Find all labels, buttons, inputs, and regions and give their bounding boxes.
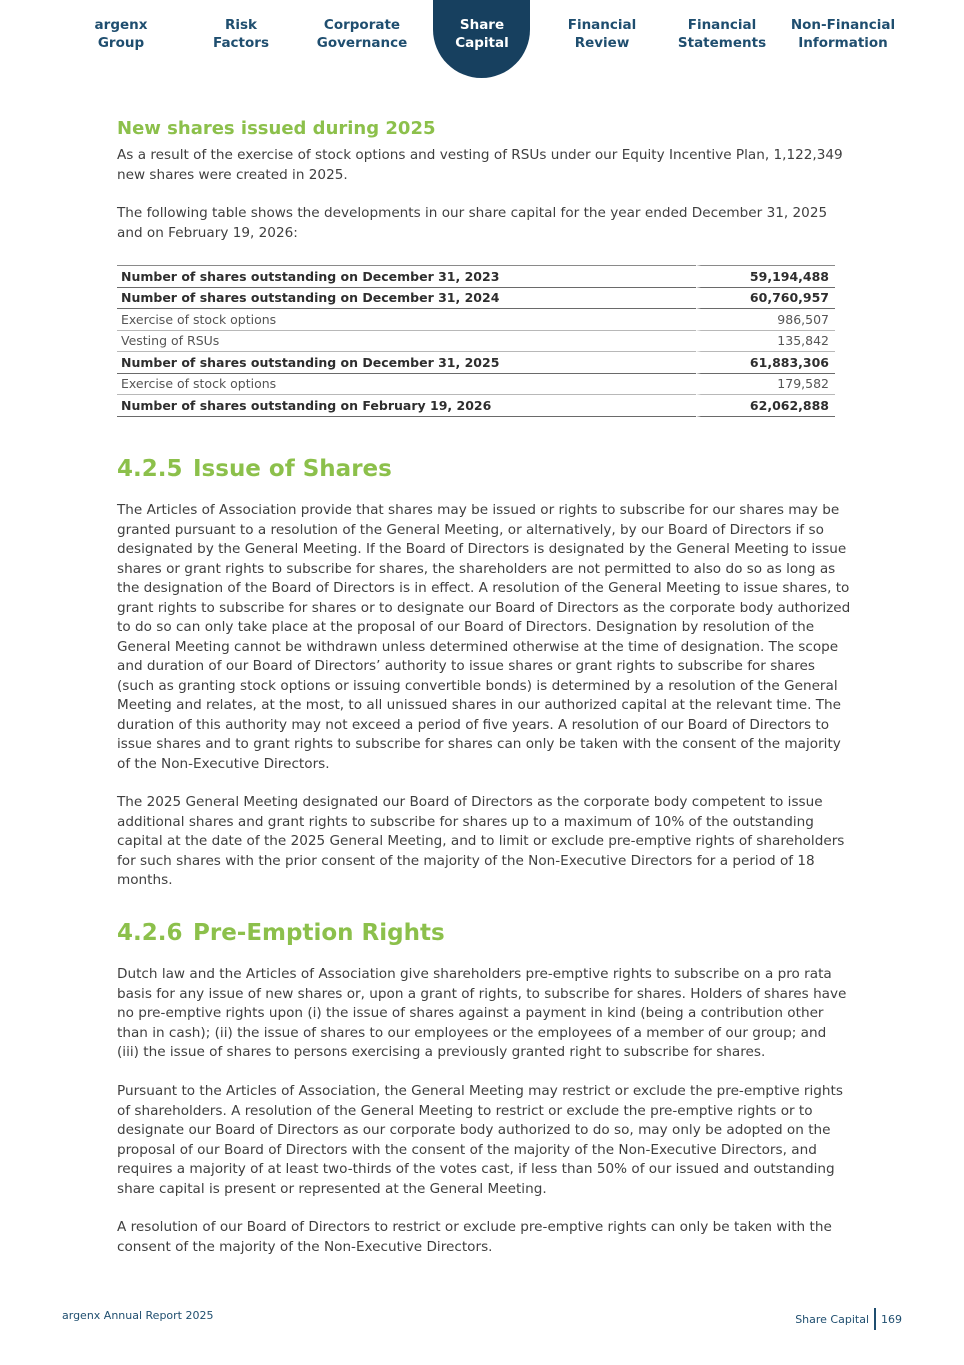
row-label: Number of shares outstanding on December 31, 2023: [117, 265, 696, 288]
table-intro-paragraph: The following table shows the developments in our share capital for the year ended December 31, 2025 and on February 19, 2026:: [117, 205, 828, 241]
row-value: 135,842: [696, 331, 835, 353]
row-value: 61,883,306: [696, 352, 835, 374]
nav-tab-label: Governance: [316, 34, 408, 51]
row-value: 62,062,888: [696, 395, 835, 417]
new-shares-heading: New shares issued during 2025: [117, 118, 436, 139]
row-label: Number of shares outstanding on February 19, 2026: [117, 395, 696, 417]
pre-emption-paragraph-3: A resolution of our Board of Directors to restrict or exclude pre-emptive rights can only be taken with the consent of the majority of the Non-Executive Directors.: [117, 1219, 832, 1255]
nav-tab-share-capital[interactable]: [422, 17, 542, 52]
nav-tab-argenx-group[interactable]: [61, 17, 181, 52]
nav-tab-label: Review: [574, 34, 630, 51]
table-row: [117, 309, 835, 331]
table-row: [117, 395, 835, 417]
footer-page-info: [795, 1309, 902, 1331]
row-value: 179,582: [696, 374, 835, 396]
nav-tab-risk-factors[interactable]: [181, 17, 301, 52]
row-label: Exercise of stock options: [117, 374, 696, 396]
nav-tab-label: Factors: [213, 34, 269, 51]
nav-tab-financial-statements[interactable]: [662, 17, 782, 52]
row-label: Exercise of stock options: [117, 309, 696, 331]
table-row: [117, 288, 835, 310]
pre-emption-paragraph-2: Pursuant to the Articles of Association, the General Meeting may restrict or exclude the pre-emptive rights of shareholders. A resolution of the General Meeting to restrict or exclude the pre-emptive rights or to designate our Board of Directors as our corporate body authorized to do so, may only be adopted on the proposal of our Board of Directors with the consent of the majority of the Non-Executive Directors, and requires a majority of at least two-thirds of the votes cast, if less than 50% of our issued and outstanding share capital is present or represented at the General Meeting.: [117, 1083, 843, 1197]
row-value: 60,760,957: [696, 288, 835, 310]
footer-divider: [874, 1308, 876, 1330]
nav-tab-label: Statements: [677, 34, 767, 51]
issue-of-shares-paragraph-1: The Articles of Association provide that shares may be issued or rights to subscribe for our shares may be granted pursuant to a resolution of the General Meeting, or alternatively, by our Board of Directors if so designated by the General Meeting. If the Board of Directors is designated by the General Meeting to issue shares or grant rights to subscribe for shares, the shareholders are not permitted to also do so as long as the designation of the Board of Directors is in effect. A resolution of the General Meeting to issue shares, to grant rights to subscribe for shares or to designate our Board of Directors as the corporate body authorized to do so can only take place at the proposal of our Board of Directors. Designation by resolution of the General Meeting cannot be withdrawn unless determined otherwise at the time of designation. The scope and duration of our Board of Directors’ authority to issue shares or grant rights to subscribe for shares (such as granting stock options or issuing convertible bonds) is determined by a resolution of the General Meeting and relates, at the most, to all unissued shares in our authorized capital at the relevant time. The duration of this authority may not exceed a period of five years. A resolution of our Board of Directors to issue shares and to grant rights to subscribe for shares can only be taken with the consent of the majority of the Non-Executive Directors.: [117, 502, 851, 772]
section-heading-issue-of-shares: [117, 456, 392, 482]
page-number: 169: [881, 1313, 902, 1326]
footer-section-link[interactable]: Share Capital: [795, 1313, 869, 1326]
share-capital-table: [117, 265, 835, 417]
new-shares-paragraph: As a result of the exercise of stock options and vesting of RSUs under our Equity Incentive Plan, 1,122,349 new shares were created in 2025.: [117, 147, 843, 183]
row-label: Number of shares outstanding on December 31, 2025: [117, 352, 696, 374]
section-title: Pre-Emption Rights: [193, 920, 445, 946]
row-label: Number of shares outstanding on December 31, 2024: [117, 288, 696, 310]
table-row: [117, 374, 835, 396]
nav-tab-label: argenx: [94, 17, 148, 33]
table-row: [117, 331, 835, 353]
nav-tab-label: Share: [459, 17, 505, 33]
top-navigation: [0, 0, 964, 80]
table-row: [117, 265, 835, 288]
nav-tab-label: Risk: [224, 17, 258, 33]
nav-tab-non-financial-information[interactable]: [783, 17, 903, 52]
row-label: Vesting of RSUs: [117, 331, 696, 353]
section-number: 4.2.5: [117, 456, 183, 482]
row-value: 59,194,488: [696, 265, 835, 288]
nav-tab-label: Capital: [455, 34, 509, 51]
row-value: 986,507: [696, 309, 835, 331]
pre-emption-paragraph-1: Dutch law and the Articles of Association give shareholders pre-emptive rights to subscribe on a pro rata basis for any issue of new shares or, upon a grant of rights, to subscribe for shares. Holders of shares have no pre-emptive rights upon (i) the issue of shares against a payment in kind (being a contribution other than in cash); (ii) the issue of shares to our employees or the employees of a member of our group; and (iii) the issue of shares to persons exercising a previously granted right to subscribe for shares.: [117, 966, 847, 1060]
section-heading-pre-emption-rights: [117, 920, 445, 946]
issue-of-shares-paragraph-2: The 2025 General Meeting designated our Board of Directors as the corporate body competent to issue additional shares and grant rights to subscribe for shares up to a maximum of 10% of the outstanding capital at the date of the 2025 General Meeting, and to limit or exclude pre-emptive rights of shareholders for such shares with the prior consent of the majority of the Non-Executive Directors for a period of 18 months.: [117, 794, 845, 888]
section-number: 4.2.6: [117, 920, 183, 946]
nav-tab-corporate-governance[interactable]: [302, 17, 422, 52]
section-title: Issue of Shares: [193, 456, 392, 482]
nav-tab-label: Information: [798, 34, 888, 51]
nav-tab-label: Corporate: [323, 17, 401, 33]
nav-tab-label: Financial: [687, 17, 757, 33]
nav-tab-label: Group: [97, 34, 145, 51]
footer-report-title: argenx Annual Report 2025: [62, 1309, 214, 1322]
nav-tab-financial-review[interactable]: [542, 17, 662, 52]
nav-tab-label: Non-Financial: [790, 17, 896, 33]
table-row: [117, 352, 835, 374]
nav-tab-label: Financial: [567, 17, 637, 33]
